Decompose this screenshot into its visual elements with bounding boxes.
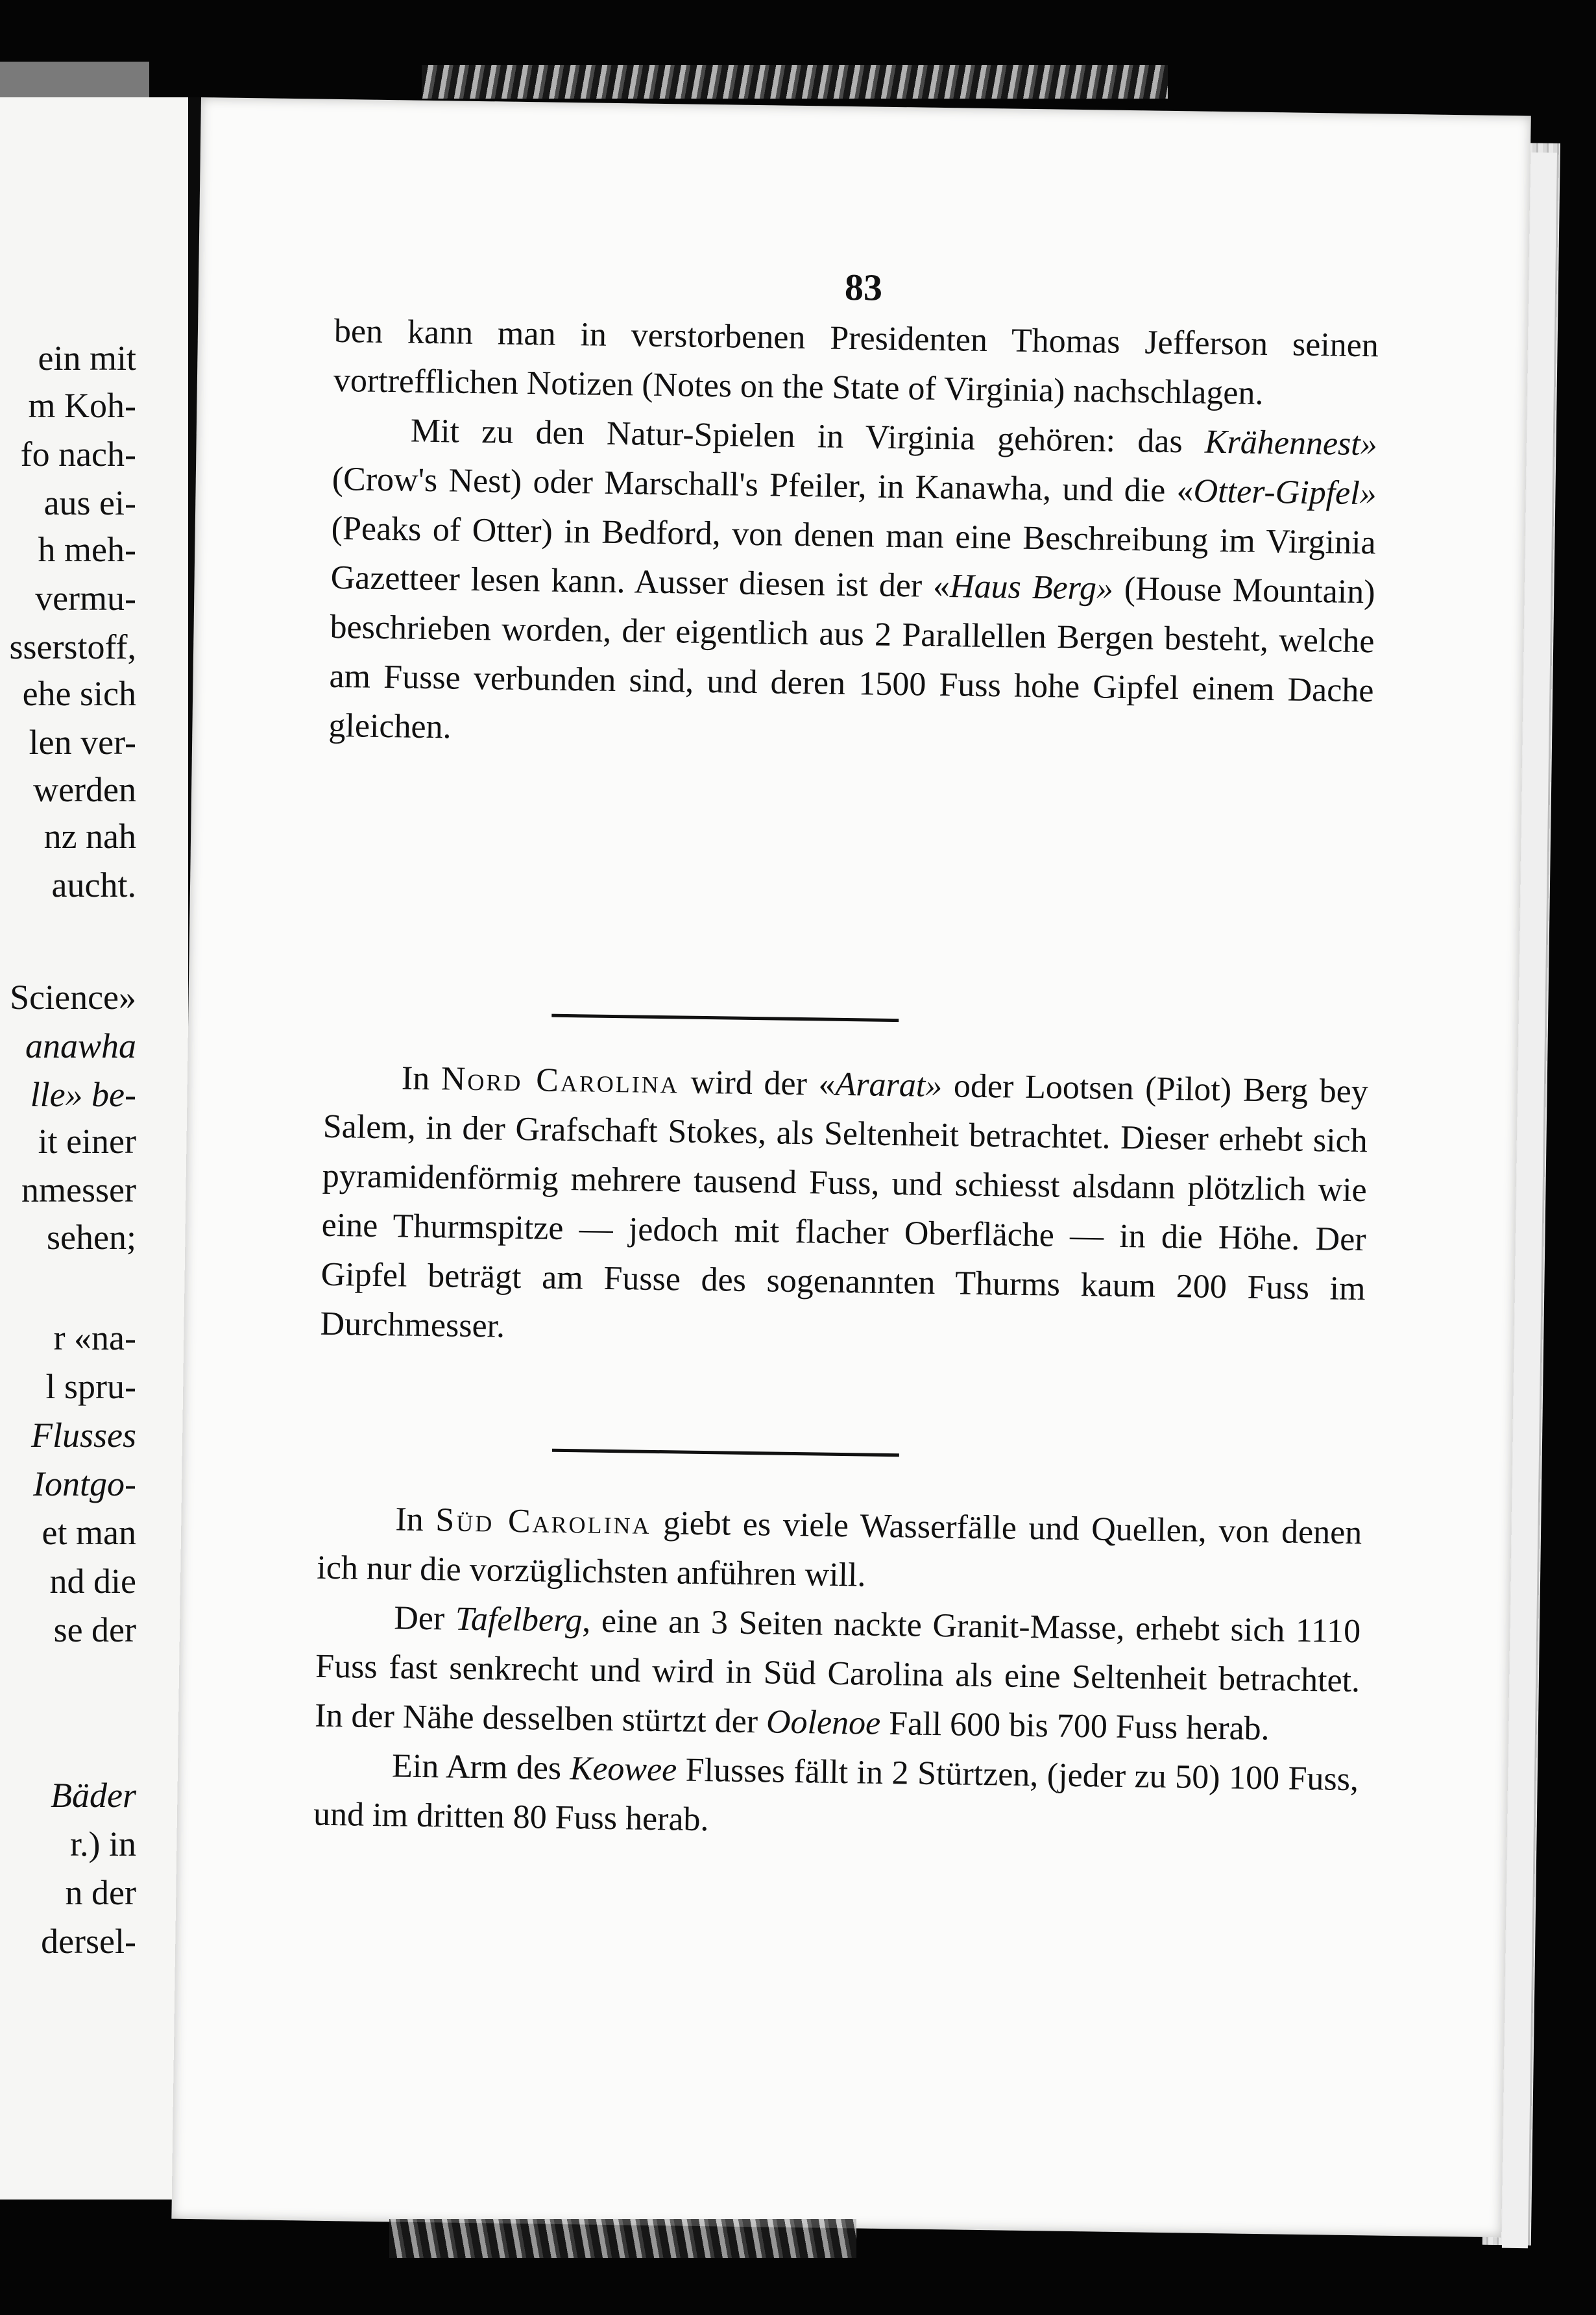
- left-page-fragment: nd die: [49, 1562, 136, 1601]
- left-page-fragment: aucht.: [51, 866, 136, 904]
- left-page-fragment: se der: [53, 1610, 136, 1649]
- left-page-fragment: sehen;: [47, 1218, 136, 1257]
- left-page-fragment: anawha: [25, 1026, 136, 1065]
- section-divider-2: [552, 1449, 899, 1457]
- left-page-fragment: l spru-: [45, 1367, 136, 1406]
- left-page-fragment: et man: [42, 1513, 136, 1552]
- left-page-fragment: n der: [65, 1873, 136, 1912]
- left-page-fragment: len ver-: [29, 723, 136, 762]
- left-page-fragment: fo nach-: [20, 435, 136, 474]
- left-page-fragment: vermu-: [35, 579, 136, 618]
- left-page-fragment: r «na-: [53, 1318, 136, 1357]
- section-divider-1: [551, 1014, 899, 1022]
- left-page-fragment: ein mit: [38, 339, 136, 378]
- section-nord-carolina: [320, 1053, 1368, 1363]
- main-page: [171, 97, 1530, 2237]
- left-page-fragment: Science»: [10, 978, 136, 1017]
- section-sued-carolina: [313, 1494, 1362, 1854]
- left-page-fragment: werden: [33, 770, 136, 809]
- left-page-fragment: aus ei-: [43, 483, 136, 522]
- section-virginia: [328, 307, 1379, 765]
- left-page-fragment: nmesser: [21, 1170, 136, 1209]
- left-page-fragment: Bäder: [51, 1776, 136, 1815]
- left-page-fragment: sserstoff,: [9, 627, 136, 666]
- left-page-fragment: Iontgo-: [33, 1464, 136, 1503]
- top-page-edge: [422, 65, 1168, 99]
- page-number: 83: [844, 265, 883, 309]
- left-page-fragment: nz nah: [43, 817, 136, 856]
- paragraph-jefferson: ben kann man in verstorbenen Presidenten Thomas Jefferson seinen vortrefflichen Notizen (Notes on the State of Virginia) nachschlagen.: [333, 312, 1379, 412]
- paragraph-tafelberg: Der Tafelberg, eine an 3 Seiten nackte Granit-Masse, erhebt sich 1110 Fuss fast senkrecht und wird in Süd Carolina als eine Seltenheit betrachtet. In der Nähe desselben stürtzt der Oolenoe Fall 600 bis 700 Fuss herab.: [314, 1599, 1361, 1748]
- paragraph-ararat: In Nord Carolina wird der «Ararat» oder Lootsen (Pilot) Berg bey Salem, in der Grafschaft Stokes, als Seltenheit betrachtet. Dieser erhebt sich pyramidenförmig mehrere tausend Fuss, und schiesst alsdann plötzlich wie eine Thurmspitze — jedoch mit flacher Oberfläche — in die Höhe. Der Gipfel beträgt am Fusse des sogenannten Thurms kaum 200 Fuss im Durchmesser.: [320, 1060, 1369, 1345]
- left-page-fragment: dersel-: [41, 1922, 136, 1961]
- paragraph-wasserfaelle: In Süd Carolina giebt es viele Wasserfälle und Quellen, von denen ich nur die vorzüglichsten anführen will.: [316, 1501, 1362, 1594]
- bottom-page-edge: [389, 2219, 856, 2258]
- left-page-fragment: it einer: [38, 1122, 136, 1161]
- scan-margin-strip: [0, 62, 149, 97]
- left-page-fragment: Flusses: [31, 1416, 136, 1455]
- paragraph-keowee: Ein Arm des Keowee Flusses fällt in 2 Stürtzen, (jeder zu 50) 100 Fuss, und im dritten 80 Fuss herab.: [313, 1747, 1359, 1839]
- paragraph-natur-spielen: Mit zu den Natur-Spielen in Virginia gehören: das Krähennest» (Crow's Nest) oder Marschall's Pfeiler, in Kanawha, und die «Otter-Gipfel» (Peaks of Otter) in Bedford, von denen man eine Beschreibung im Virginia Gazetteer lesen kann. Ausser diesen ist der «Haus Berg» (House Mountain) beschrieben worden, der eigentlich aus 2 Parallellen Bergen besteht, welche am Fusse verbunden sind, und deren 1500 Fuss hohe Gipfel einem Dache gleichen.: [328, 412, 1378, 746]
- left-page-fragment: ehe sich: [22, 674, 136, 713]
- left-page-fragment: r.) in: [70, 1824, 136, 1863]
- left-page-fragment: lle» be-: [30, 1075, 136, 1114]
- left-page-fragment: h meh-: [38, 530, 136, 569]
- left-page-fragment: m Koh-: [28, 386, 136, 425]
